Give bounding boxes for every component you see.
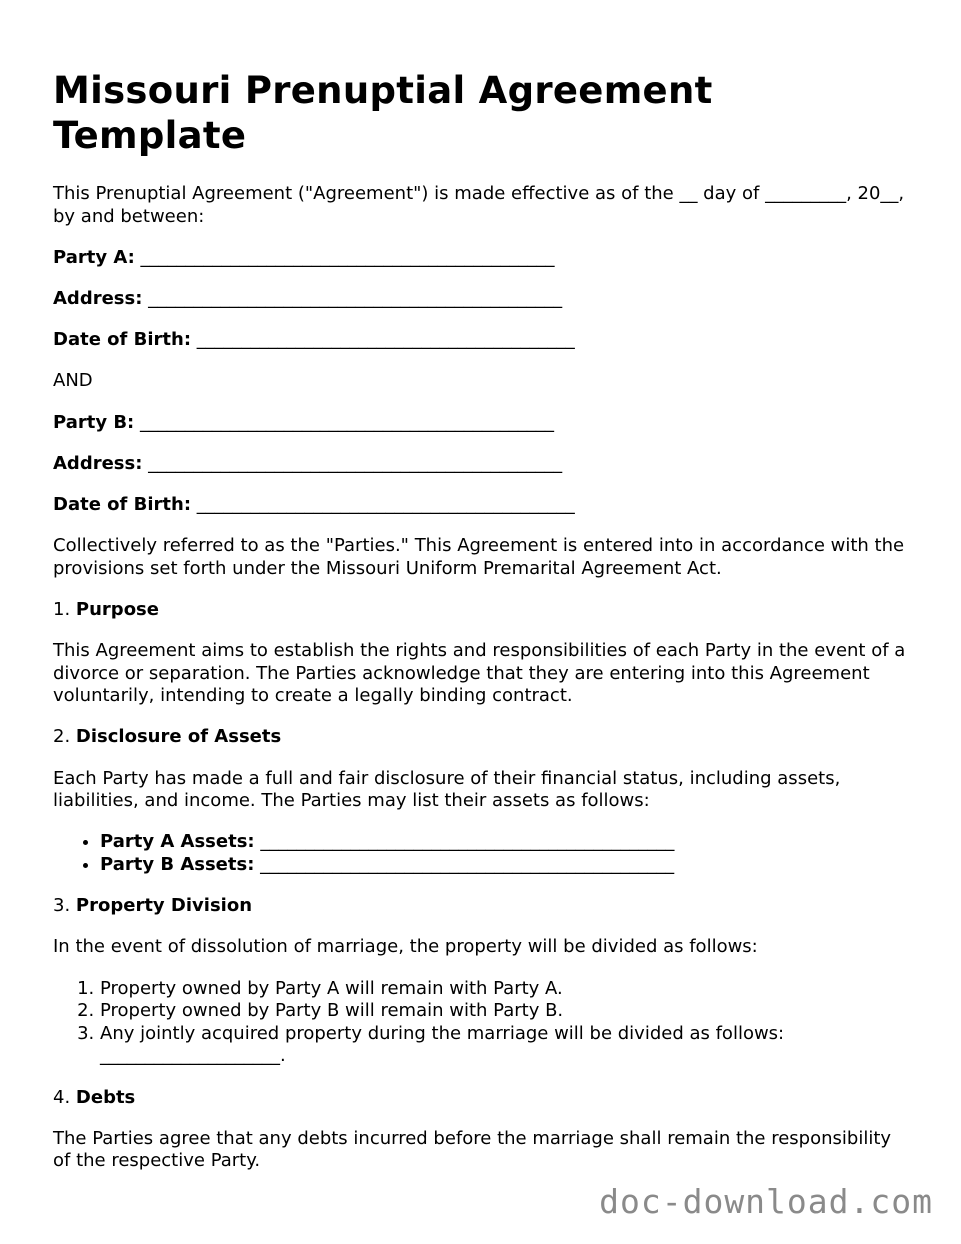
section-debts-body: The Parties agree that any debts incurred before the marriage shall remain the responsibility of the respective Party. bbox=[53, 1127, 892, 1172]
party-b-name-field bbox=[53, 412, 913, 435]
list-item bbox=[100, 854, 913, 877]
party-b-assets-label: Party B Assets: bbox=[100, 854, 255, 875]
section-property-body: In the event of dissolution of marriage, the property will be divided as follows: bbox=[53, 936, 758, 958]
section-title: Disclosure of Assets bbox=[75, 726, 282, 748]
section-number: 3. bbox=[53, 895, 71, 917]
party-b-dob-label: Date of Birth: bbox=[53, 493, 192, 515]
section-disclosure-body: Each Party has made a full and fair disclosure of their financial status, including assets, liabilities, and income. The Parties may list their assets as follows: bbox=[53, 767, 841, 812]
section-purpose-body: This Agreement aims to establish the rights and responsibilities of each Party in the event of a divorce or separation. The Parties acknowledge that they are entering into this Agreement voluntarily, intending to create a legally binding contract. bbox=[53, 640, 906, 707]
party-a-dob-field bbox=[53, 329, 913, 352]
party-a-address-label: Address: bbox=[53, 287, 143, 309]
section-title: Property Division bbox=[75, 895, 253, 917]
party-a-name-blank: ______________________________________________ bbox=[140, 246, 555, 268]
party-a-address-blank: ______________________________________________ bbox=[148, 287, 563, 309]
section-debts-heading bbox=[53, 1087, 913, 1110]
collectively-paragraph: Collectively referred to as the "Parties." This Agreement is entered into in accordance with the provisions set forth under the Missouri Uniform Premarital Agreement Act. bbox=[53, 535, 905, 579]
section-title: Purpose bbox=[75, 598, 159, 620]
section-number: 2. bbox=[53, 726, 71, 748]
section-number: 4. bbox=[53, 1086, 71, 1108]
party-a-assets-label: Party A Assets: bbox=[100, 831, 255, 853]
assets-list bbox=[53, 831, 913, 876]
section-property-heading bbox=[53, 895, 913, 918]
party-b-address-blank: ______________________________________________ bbox=[148, 452, 563, 474]
property-division-list bbox=[53, 978, 913, 1068]
section-number: 1. bbox=[53, 598, 71, 620]
list-item: 3. Any jointly acquired property during the marriage will be divided as follows: ____________________. bbox=[100, 1023, 913, 1068]
section-purpose-heading bbox=[53, 599, 913, 622]
party-a-name-field bbox=[53, 247, 913, 270]
list-item: 2. Property owned by Party B will remain with Party B. bbox=[100, 1000, 913, 1023]
party-a-address-field bbox=[53, 288, 913, 311]
page-title: Missouri Prenuptial Agreement Template bbox=[53, 69, 713, 157]
party-b-assets-blank: ______________________________________________ bbox=[260, 854, 675, 875]
party-a-dob-blank: __________________________________________ bbox=[196, 329, 575, 351]
party-b-dob-field bbox=[53, 494, 913, 517]
section-disclosure-heading bbox=[53, 726, 913, 749]
intro-paragraph: This Prenuptial Agreement ("Agreement") is made effective as of the __ day of _________, 20__, by and between: bbox=[53, 183, 905, 227]
and-separator: AND bbox=[53, 370, 93, 392]
party-a-name-label: Party A: bbox=[53, 246, 135, 268]
party-a-dob-label: Date of Birth: bbox=[53, 329, 192, 351]
list-item: 1. Property owned by Party A will remain with Party A. bbox=[100, 978, 913, 1001]
party-b-address-label: Address: bbox=[53, 452, 143, 474]
watermark: doc-download.com bbox=[599, 1182, 933, 1221]
party-b-dob-blank: __________________________________________ bbox=[196, 493, 575, 515]
party-b-name-blank: ______________________________________________ bbox=[140, 411, 554, 433]
document-page bbox=[53, 68, 913, 1192]
party-b-name-label: Party B: bbox=[53, 411, 135, 433]
list-item bbox=[100, 831, 913, 854]
party-b-address-field bbox=[53, 453, 913, 476]
party-a-assets-blank: ______________________________________________ bbox=[260, 831, 675, 853]
section-title: Debts bbox=[75, 1086, 136, 1108]
